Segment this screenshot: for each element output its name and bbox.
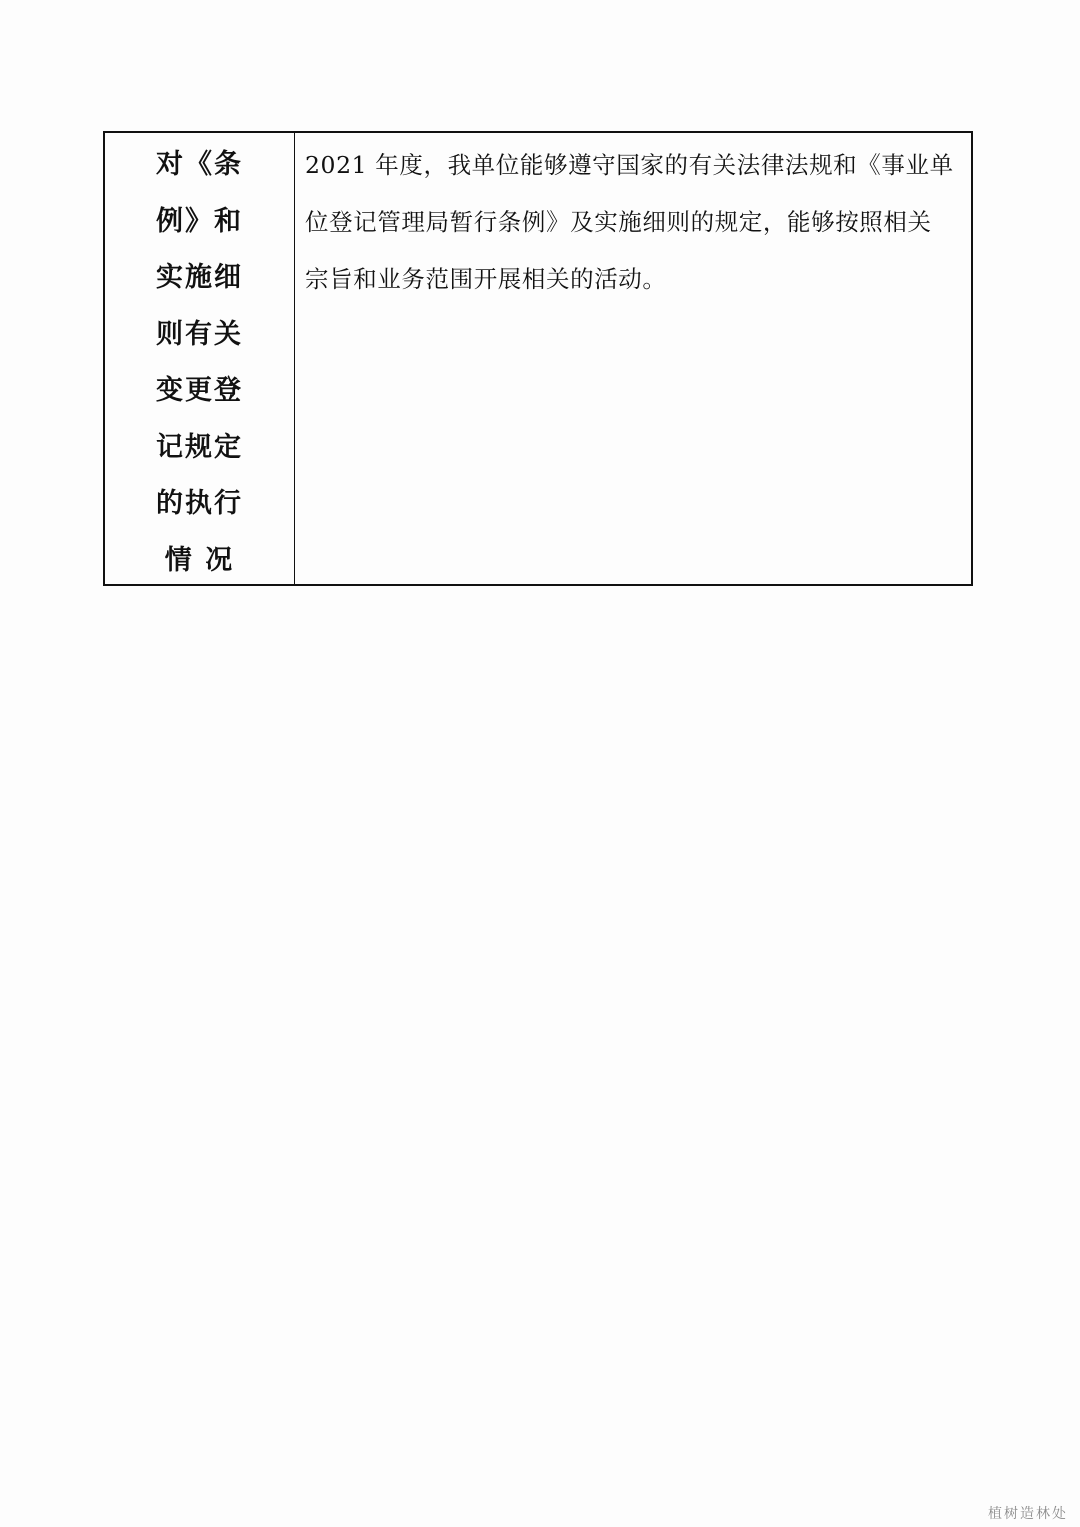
compliance-table bbox=[103, 131, 973, 586]
label-line: 则有关 bbox=[156, 318, 243, 350]
label-line: 变更登 bbox=[156, 375, 243, 406]
content-line: 位登记管理局暂行条例》及实施细则的规定，能够按照相关 bbox=[305, 208, 932, 236]
label-line: 情 况 bbox=[164, 544, 235, 576]
content-line: 2021 年度，我单位能够遵守国家的有关法律法规和《事业单 bbox=[305, 151, 954, 179]
content-cell bbox=[295, 133, 971, 584]
label-line: 的执行 bbox=[156, 488, 243, 519]
label-line: 例》和 bbox=[156, 205, 243, 237]
footer-stamp: 植树造林处 bbox=[988, 1506, 1068, 1522]
label-line: 记规定 bbox=[156, 431, 243, 463]
label-line: 实施细 bbox=[156, 262, 243, 293]
label-line: 对《条 bbox=[156, 149, 243, 180]
content-line: 宗旨和业务范围开展相关的活动。 bbox=[305, 265, 667, 293]
label-cell bbox=[105, 133, 295, 584]
